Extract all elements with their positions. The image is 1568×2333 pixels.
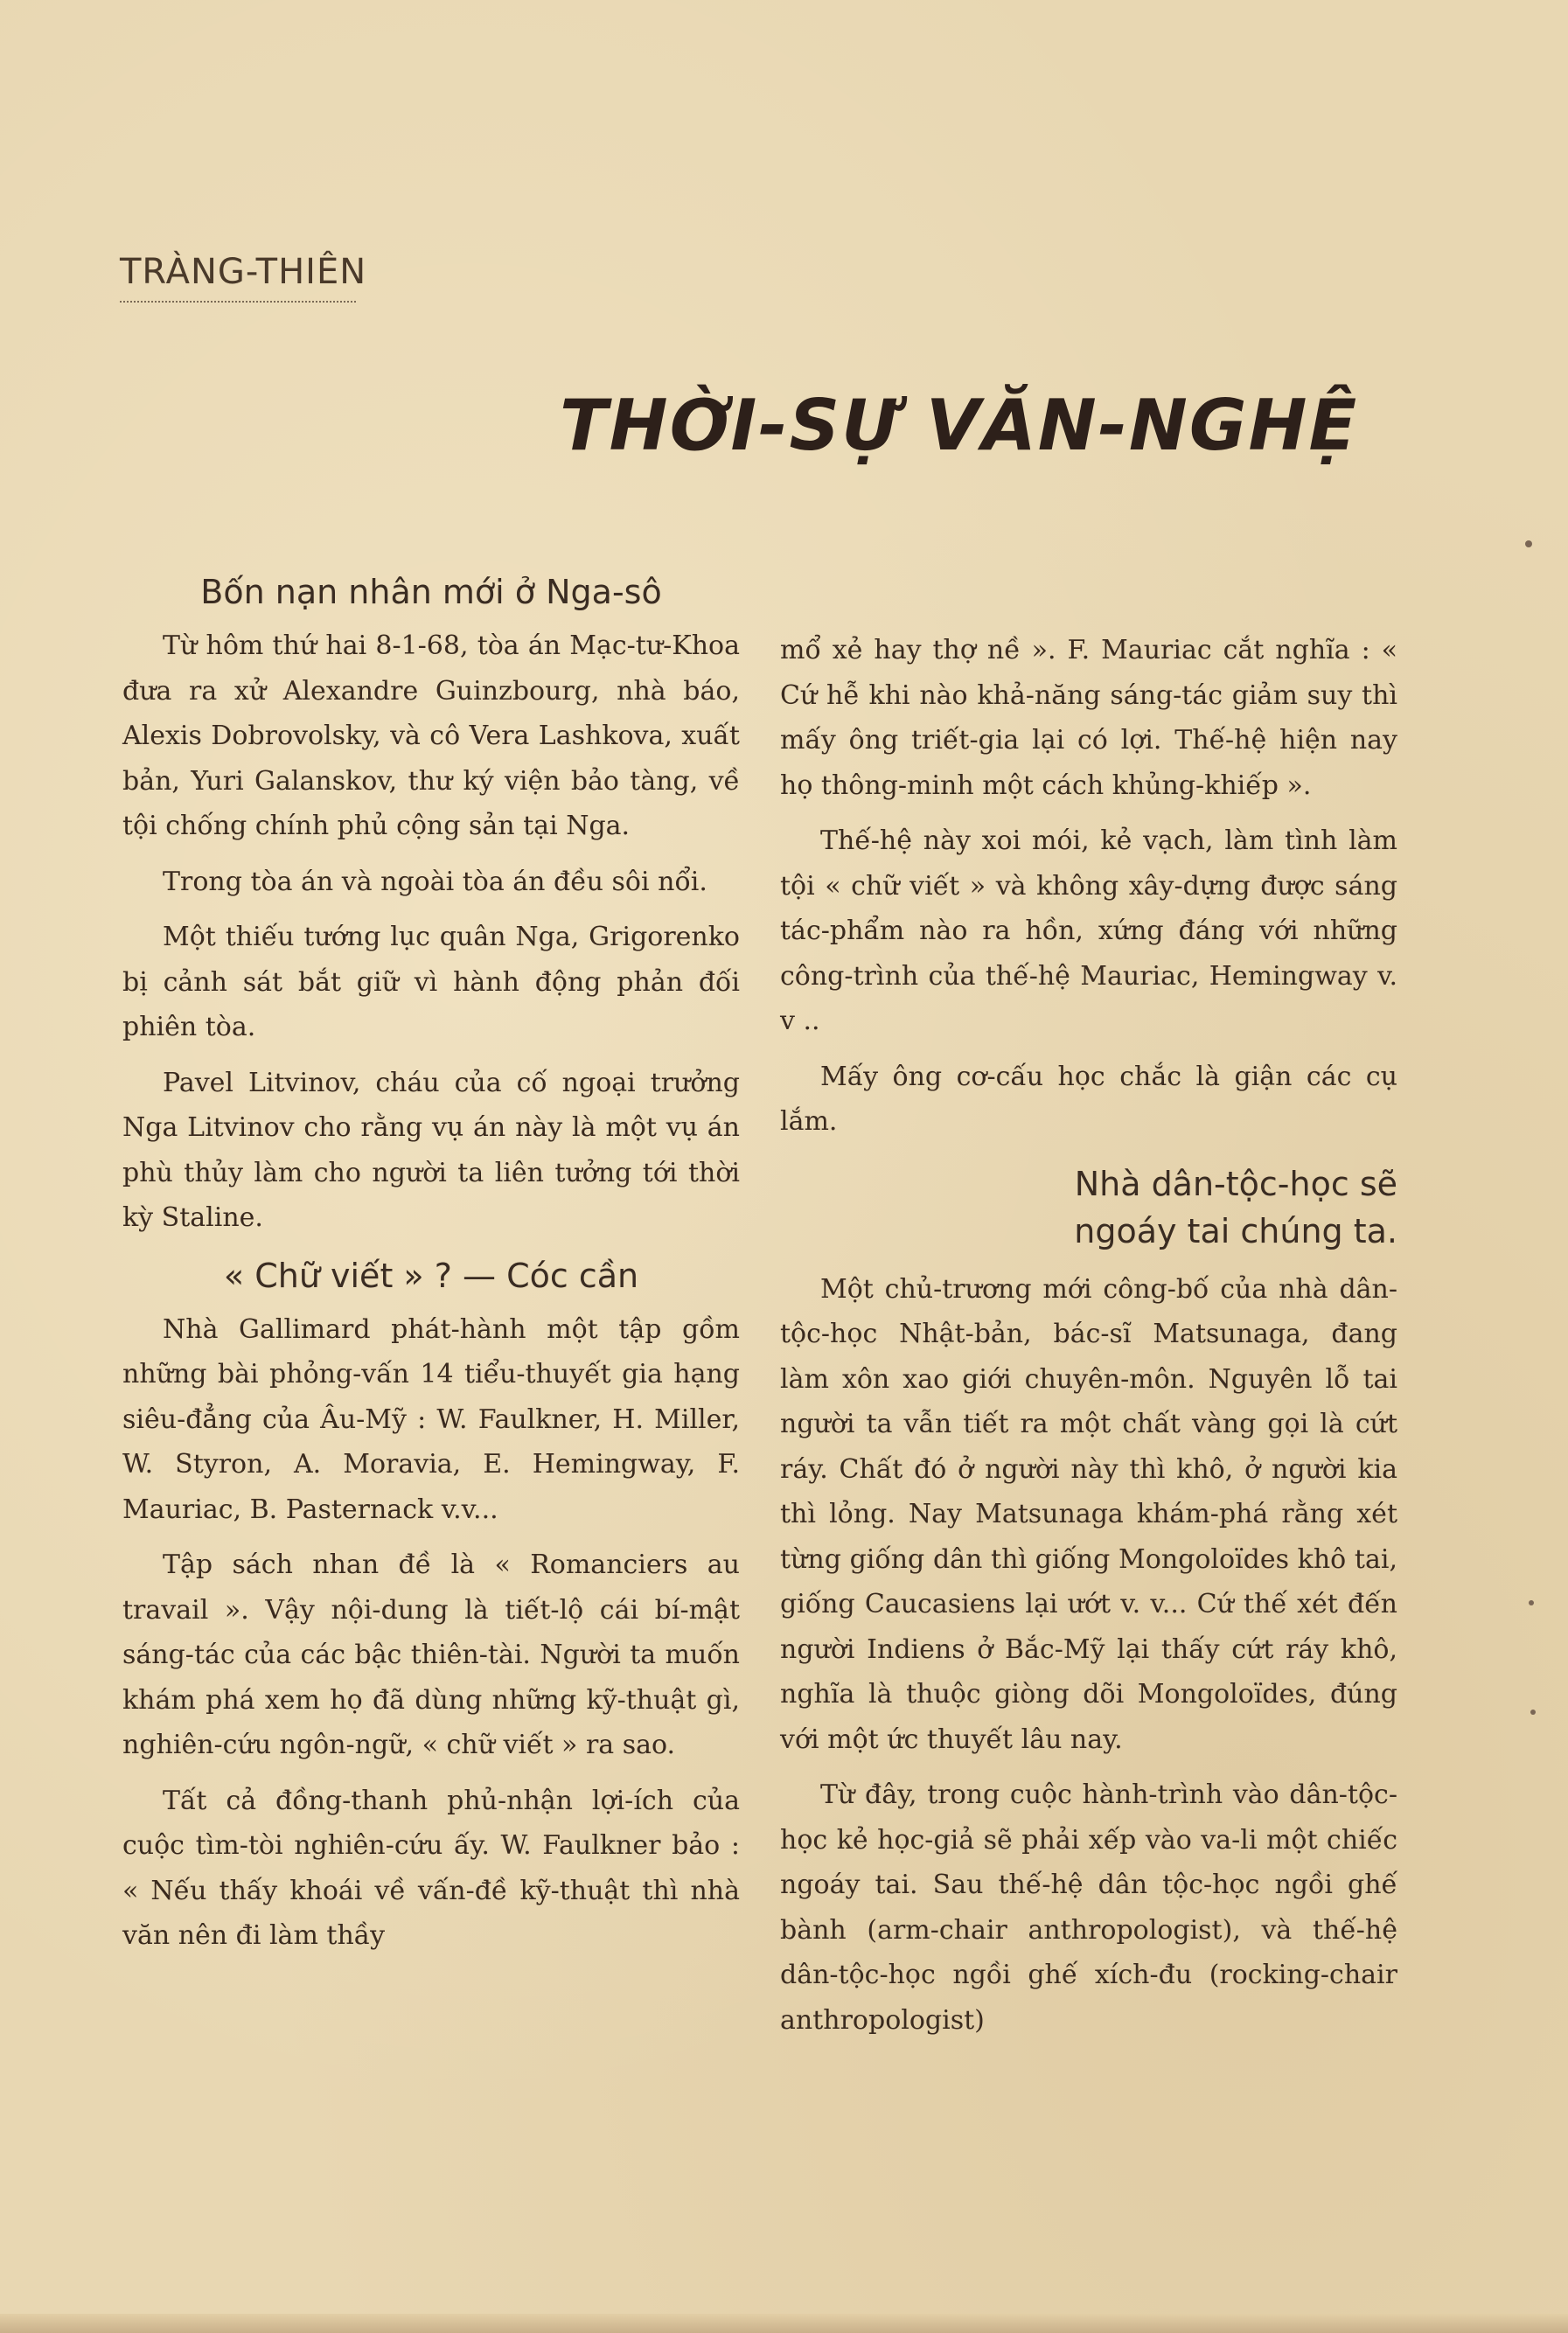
paragraph: Tất cả đồng-thanh phủ-nhận lợi-ích của cuộc tìm-tòi nghiên-cứu ấy. W. Faulkner bảo : « Nếu thấy khoái về vấn-đề kỹ-thuật thì nhà văn nên đi làm thầy bbox=[122, 1785, 740, 1951]
paragraph: Một thiếu tướng lục quân Nga, Grigorenko bị cảnh sát bắt giữ vì hành động phản đối phiên tòa. bbox=[122, 922, 740, 1042]
paragraph: Từ đây, trong cuộc hành-trình vào dân-tộc-học kẻ học-giả sẽ phải xếp vào va-li một chiếc ngoáy tai. Sau thế-hệ dân tộc-học ngồi ghế bành (arm-chair anthropologist), và thế-hệ dân-tộc-học ngồi ghế xích-đu (rocking-chair anthropologist) bbox=[780, 1779, 1397, 2036]
heading-line: Nhà dân-tộc-học sẽ bbox=[1074, 1164, 1397, 1203]
right-column bbox=[780, 628, 1397, 2053]
margin-speck bbox=[1529, 1600, 1534, 1605]
section-heading-victims: Bốn nạn nhân mới ở Nga-sô bbox=[200, 573, 662, 611]
paragraph: Nhà Gallimard phát-hành một tập gồm những bài phỏng-vấn 14 tiểu-thuyết gia hạng siêu-đẳng của Âu-Mỹ : W. Faulkner, H. Miller, W. Styron, A. Moravia, E. Hemingway, F. Mauriac, B. Pasternack v.v... bbox=[122, 1313, 740, 1525]
paragraph: Tập sách nhan đề là « Romanciers au travail ». Vậy nội-dung là tiết-lộ cái bí-mật sáng-tác của các bậc thiên-tài. Người ta muốn khám phá xem họ đã dùng những kỹ-thuật gì, nghiên-cứu ngôn-ngữ, « chữ viết » ra sao. bbox=[122, 1550, 740, 1760]
paragraph: Thế-hệ này xoi mói, kẻ vạch, làm tình làm tội « chữ viết » và không xây-dựng được sáng tác-phẩm nào ra hồn, xứng đáng với những công-trình của thế-hệ Mauriac, Hemingway v. v .. bbox=[780, 825, 1397, 1036]
author-underline bbox=[120, 301, 356, 303]
left-column bbox=[122, 573, 740, 1969]
margin-speck bbox=[1530, 1710, 1536, 1715]
section-heading-writing: « Chữ viết » ? — Cóc cần bbox=[223, 1256, 639, 1295]
paragraph: Mấy ông cơ-cấu học chắc là giận các cụ lắm. bbox=[780, 1061, 1397, 1137]
paragraph: Một chủ-trương mới công-bố của nhà dân-tộc-học Nhật-bản, bác-sĩ Matsunaga, đang làm xôn xao giới chuyên-môn. Nguyên lỗ tai người ta vẫn tiết ra một chất vàng gọi là cứt ráy. Chất đó ở người này thì khô, ở người kia thì lỏng. Nay Matsunaga khám-phá rằng xét từng giống dân thì giống Mongoloïdes khô tai, giống Caucasiens lại ướt v. v... Cứ thế xét đến người Indiens ở Bắc-Mỹ lại thấy cứt ráy khô, nghĩa là thuộc giòng dõi Mongoloïdes, đúng với một ức thuyết lâu nay. bbox=[780, 1273, 1397, 1755]
section-heading-ethnology bbox=[780, 1160, 1397, 1255]
heading-line: ngoáy tai chúng ta. bbox=[1074, 1211, 1397, 1250]
paragraph: Từ hôm thứ hai 8-1-68, tòa án Mạc-tư-Khoa đưa ra xử Alexandre Guinzbourg, nhà báo, Alexis Dobrovolsky, và cô Vera Lashkova, xuất bản, Yuri Galanskov, thư ký viện bảo tàng, về tội chống chính phủ cộng sản tại Nga. bbox=[122, 630, 740, 841]
paragraph: Pavel Litvinov, cháu của cố ngoại trưởng Nga Litvinov cho rằng vụ án này là một vụ án phù thủy làm cho người ta liên tưởng tới thời kỳ Staline. bbox=[122, 1067, 740, 1233]
article-title: THỜI-SỰ VĂN-NGHỆ bbox=[560, 385, 1359, 466]
margin-speck bbox=[1525, 540, 1532, 547]
paragraph: Trong tòa án và ngoài tòa án đều sôi nổi. bbox=[163, 866, 707, 897]
paragraph-continued: mổ xẻ hay thợ nề ». F. Mauriac cắt nghĩa : « Cứ hễ khi nào khả-năng sáng-tác giảm suy thì mấy ông triết-gia lại có lợi. Thế-hệ hiện nay họ thông-minh một cách khủng-khiếp ». bbox=[780, 635, 1397, 801]
author-name: TRÀNG-THIÊN bbox=[120, 252, 367, 292]
page-bottom-edge bbox=[0, 2314, 1568, 2333]
